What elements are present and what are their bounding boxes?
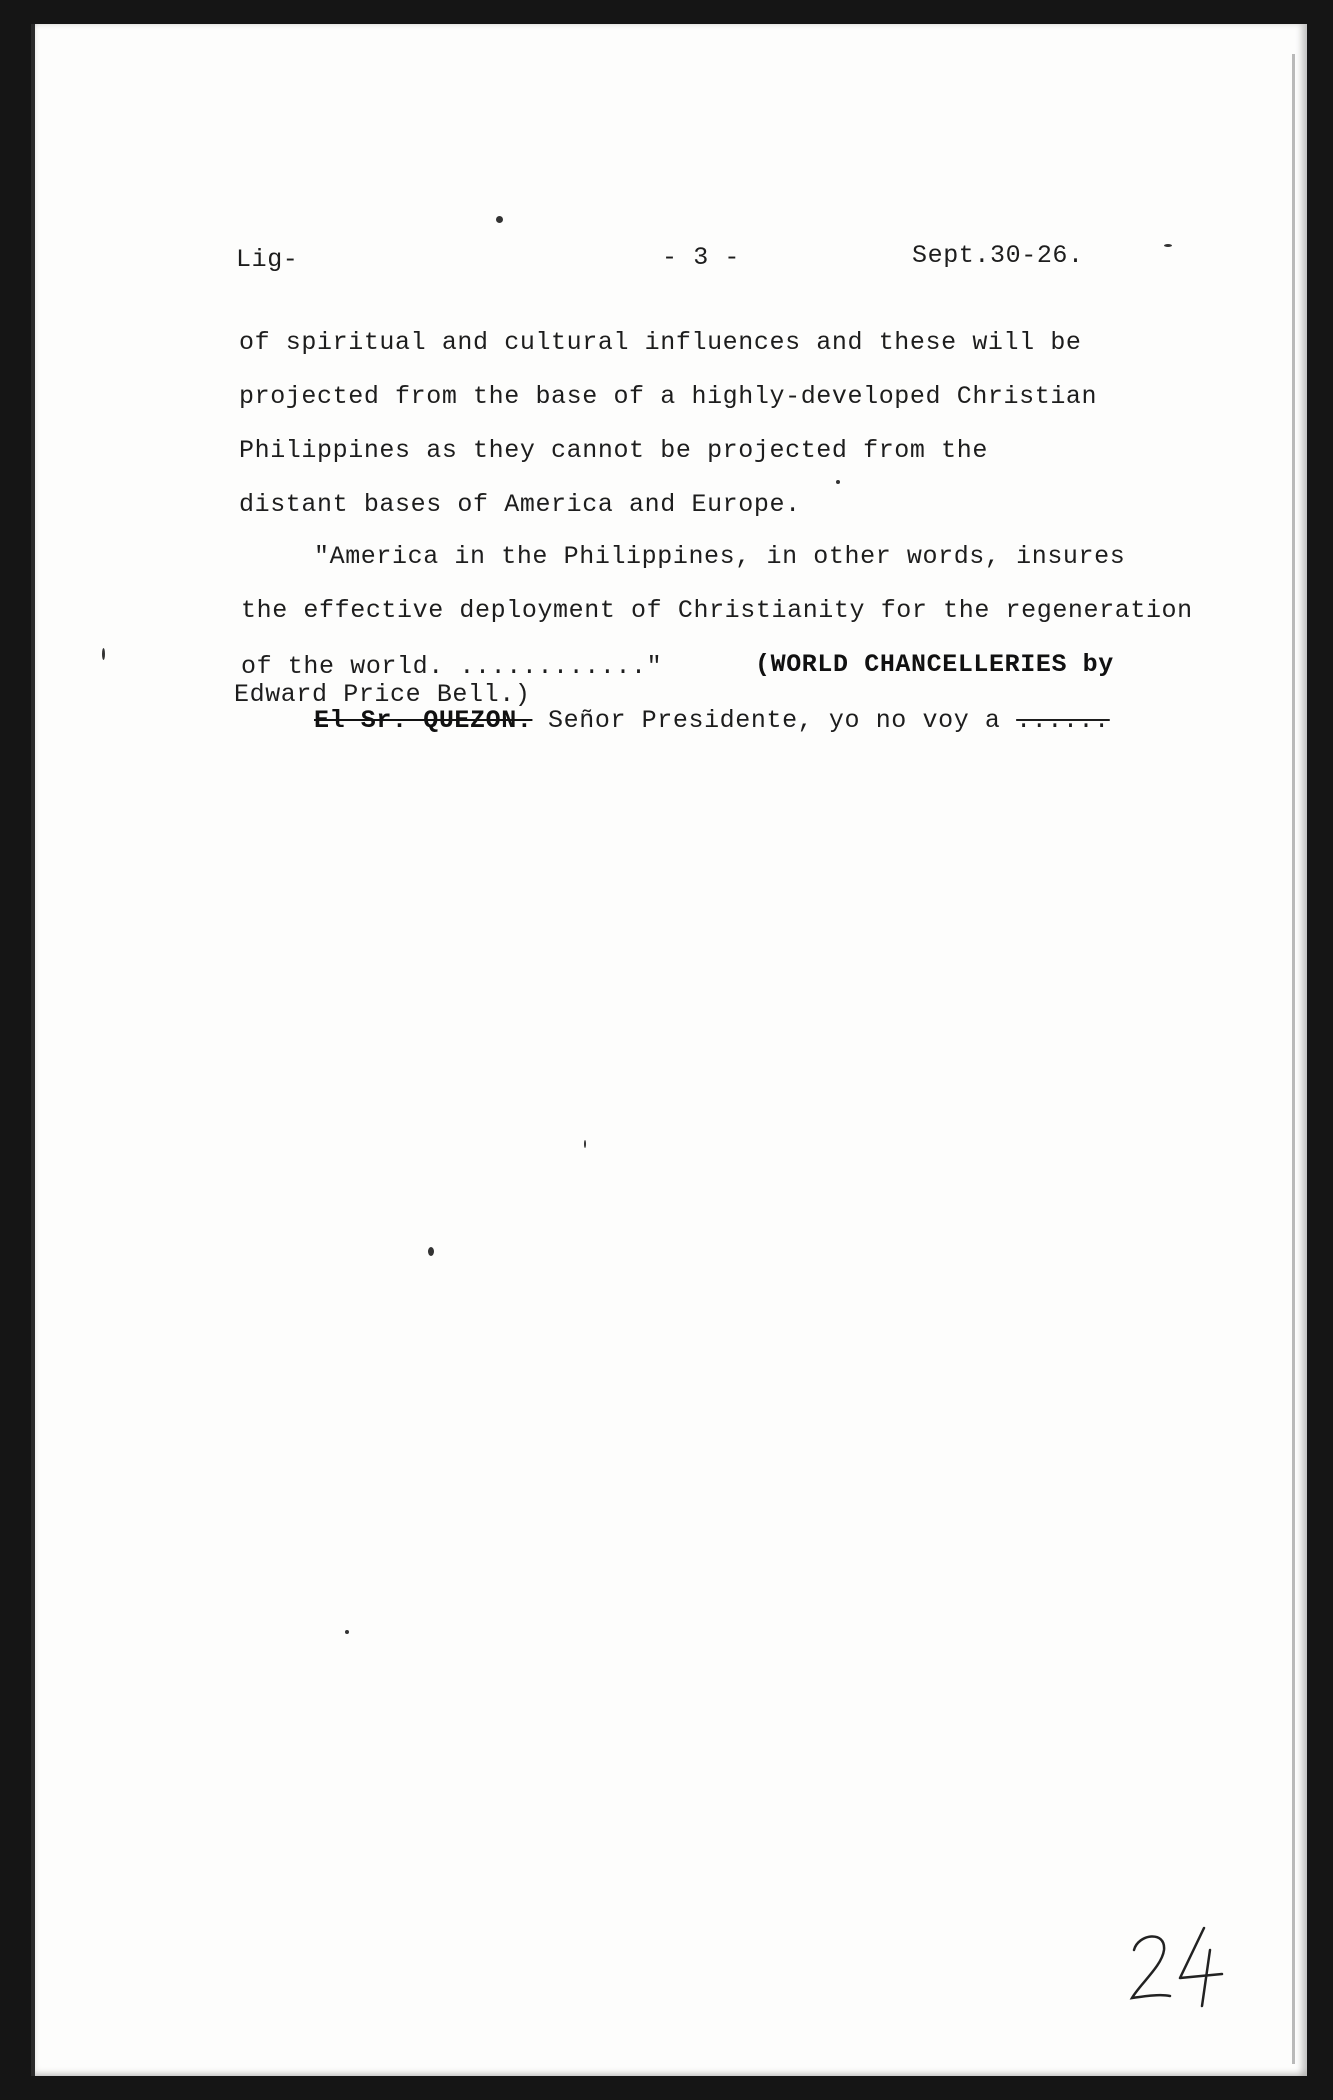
paper-speck — [102, 648, 105, 660]
header-left-ref: Lig- — [236, 245, 299, 274]
handwritten-folio-number — [1126, 1920, 1236, 2010]
speaker-text: Señor Presidente, yo no voy a — [548, 706, 1001, 735]
speaker-line — [314, 706, 1110, 736]
paper-speck — [836, 480, 840, 484]
body-line-6: the effective deployment of Christianity for the regeneration — [241, 596, 1193, 625]
struck-trailing-text: ...... — [1016, 706, 1110, 735]
header-page-number: - 3 - — [662, 243, 741, 272]
paper-speck — [428, 1247, 434, 1256]
body-line-2: projected from the base of a highly-developed Christian — [239, 382, 1098, 411]
paper-speck — [584, 1140, 586, 1148]
body-line-3: Philippines as they cannot be projected from the — [239, 436, 988, 465]
citation-title: (WORLD CHANCELLERIES by — [755, 650, 1114, 679]
body-line-1: of spiritual and cultural influences and these will be — [239, 328, 1082, 357]
citation-author: Edward Price Bell.) — [234, 680, 531, 709]
paper-speck — [1164, 244, 1172, 247]
body-line-4: distant bases of America and Europe. — [239, 490, 801, 519]
body-line-7: of the world. ............" — [241, 652, 663, 681]
paper-speck — [496, 216, 503, 223]
body-line-5: "America in the Philippines, in other words, insures — [314, 542, 1126, 571]
header-date: Sept.30-26. — [912, 241, 1084, 270]
paper-speck — [345, 1630, 349, 1634]
page-edge-shadow — [1292, 54, 1295, 2064]
struck-speaker-label: El Sr. QUEZON. — [314, 706, 533, 735]
